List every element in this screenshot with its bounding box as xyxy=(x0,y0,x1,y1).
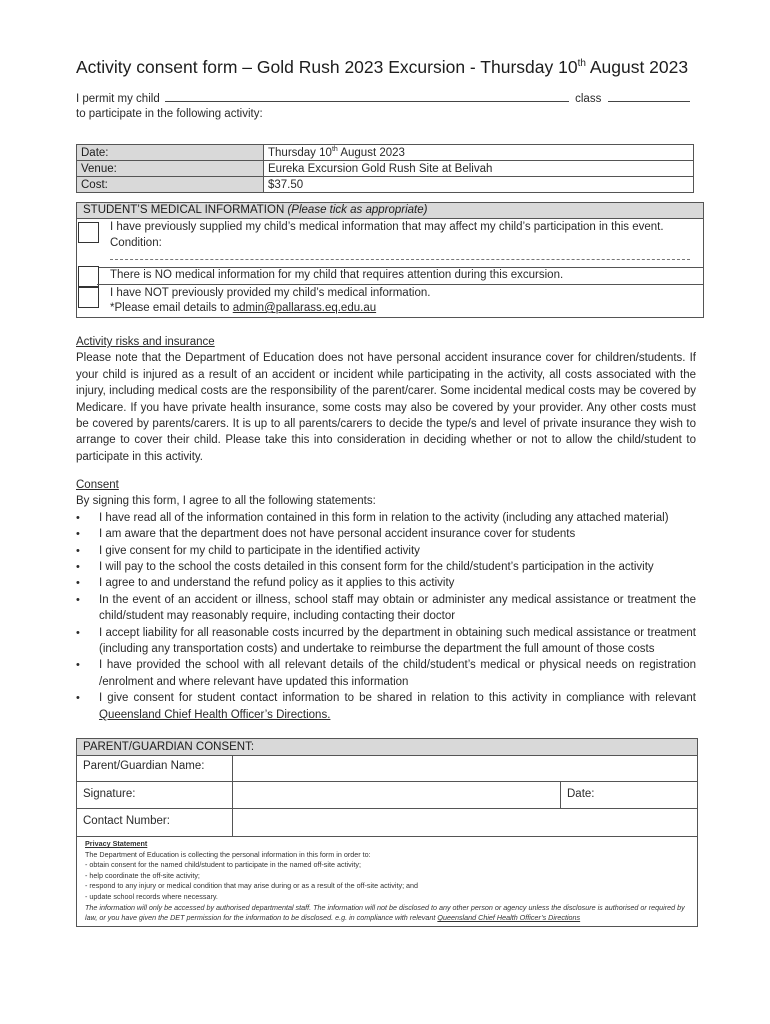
guardian-consent-section xyxy=(76,738,698,927)
contact-field[interactable] xyxy=(232,809,697,836)
activity-details-table xyxy=(76,144,694,193)
guardian-name-label: Parent/Guardian Name: xyxy=(83,760,205,772)
consent-intro: By signing this form, I agree to all the following statements: xyxy=(76,495,376,508)
divider xyxy=(97,284,703,285)
medical-supplied-label: I have previously supplied my child’s medical information that may affect my child’s participation in this event. xyxy=(110,221,664,233)
date-label: Date: xyxy=(77,145,264,161)
list-item: - obtain consent for the named child/student to participate in the named off-site activity; xyxy=(85,860,361,870)
privacy-statement xyxy=(77,837,697,926)
divider xyxy=(97,267,703,268)
privacy-heading: Privacy Statement xyxy=(85,839,148,848)
contact-row xyxy=(77,809,697,837)
list-item: • I accept liability for all reasonable costs incurred by the department in obtaining such medical assistance or treatment (including any transportation costs) and undertake to reimburse the department the full amount of those costs xyxy=(76,625,696,658)
class-label: class xyxy=(575,93,602,105)
list-item: • I give consent for my child to participate in the identified activity xyxy=(76,543,696,559)
form-title: Activity consent form – Gold Rush 2023 Excursion - Thursday 10th August 2023 xyxy=(76,57,689,77)
list-item: • I am aware that the department does not have personal accident insurance cover for students xyxy=(76,526,696,542)
date-value: Thursday 10th August 2023 xyxy=(264,145,694,161)
medical-heading: STUDENT’S MEDICAL INFORMATION (Please tick as appropriate) xyxy=(77,203,703,219)
list-item: • I will pay to the school the costs detailed in this consent form for the child/student’s participation in the activity xyxy=(76,559,696,575)
privacy-cho-link[interactable]: Queensland Chief Health Officer’s Directions xyxy=(437,913,581,923)
list-item: - update school records where necessary. xyxy=(85,891,218,901)
condition-label: Condition: xyxy=(110,237,162,249)
privacy-note: The information will only be accessed by authorised departmental staff. The information will not be disclosed to any other person or agency unless the disclosure is authorised or required by law, or you have given the DET permission for the information to be disclosed. e.g. in compliance with relevant Queensland Chief Health Officer’s Directions xyxy=(85,902,685,923)
list-item: • I have provided the school with all relevant details of the child/student’s medical or physical needs on registration /enrolment and where relevant have updated this information xyxy=(76,657,696,690)
not-provided-checkbox[interactable] xyxy=(78,287,99,308)
condition-field[interactable] xyxy=(110,259,690,260)
list-item: - help coordinate the off-site activity; xyxy=(85,870,200,880)
permit-line-2: to participate in the following activity: xyxy=(76,108,263,120)
risks-heading: Activity risks and insurance xyxy=(76,336,215,348)
list-item: • I give consent for student contact information to be shared in relation to this activity in compliance with relevant Queensland Chief Health Officer’s Directions. xyxy=(76,690,696,723)
permit-label: I permit my child xyxy=(76,93,160,105)
guardian-heading: PARENT/GUARDIAN CONSENT: xyxy=(77,739,697,756)
signature-field[interactable] xyxy=(232,782,560,808)
risks-section xyxy=(76,334,696,465)
consent-section xyxy=(76,477,696,723)
list-item: • I have read all of the information contained in this form in relation to the activity (including any attached material) xyxy=(76,510,696,526)
signature-row xyxy=(77,782,697,809)
not-provided-label: I have NOT previously provided my child’s medical information. xyxy=(110,287,431,299)
list-item: • I agree to and understand the refund policy as it applies to this activity xyxy=(76,575,696,591)
child-name-field[interactable] xyxy=(165,91,569,102)
no-medical-checkbox[interactable] xyxy=(78,266,99,287)
consent-heading: Consent xyxy=(76,479,119,491)
guardian-name-row xyxy=(77,756,697,782)
venue-label: Venue: xyxy=(77,161,264,177)
signature-date-label: Date: xyxy=(567,788,595,800)
consent-list xyxy=(76,510,696,723)
list-item: • In the event of an accident or illness, school staff may obtain or administer any medical assistance or treatment the child/student may reasonably require, including contacting their doctor xyxy=(76,592,696,625)
risks-body: Please note that the Department of Education does not have personal accident insurance cover for children/students. If your child is injured as a result of an accident or incident while participating in the activity, all costs associated with the injury, including medical costs are the responsibility of the parent/carer. Some incidental medical costs may be covered by Medicare. If you have private health insurance, some costs may also be covered by your provider. Any other costs must be covered by parents/carers. It is up to all parents/carers to decide the type/s and level of private insurance they wish to arrange to cover their child. Please take this into consideration in deciding whether or not to allow the child/student to participate in this activity. xyxy=(76,352,696,463)
venue-value: Eureka Excursion Gold Rush Site at Belivah xyxy=(264,161,694,177)
permit-line xyxy=(76,91,690,105)
email-instruction: *Please email details to admin@pallarass.eq.edu.au xyxy=(110,302,377,314)
cost-value: $37.50 xyxy=(264,177,694,193)
no-medical-label: There is NO medical information for my child that requires attention during this excursion. xyxy=(110,269,564,281)
cost-label: Cost: xyxy=(77,177,264,193)
signature-label: Signature: xyxy=(83,788,136,800)
class-field[interactable] xyxy=(608,91,690,102)
admin-email-link[interactable]: admin@pallarass.eq.edu.au xyxy=(232,302,377,314)
medical-information-section xyxy=(76,202,704,318)
guardian-name-field[interactable] xyxy=(232,756,697,781)
list-item: - respond to any injury or medical condition that may arise during or as a result of the off-site activity; and xyxy=(85,881,419,891)
privacy-intro: The Department of Education is collecting the personal information in this form in order to: xyxy=(85,849,371,859)
contact-label: Contact Number: xyxy=(83,815,170,827)
date-field[interactable] xyxy=(560,782,697,808)
medical-supplied-checkbox[interactable] xyxy=(78,222,99,243)
cho-directions-link[interactable]: Queensland Chief Health Officer’s Directions. xyxy=(99,708,331,721)
